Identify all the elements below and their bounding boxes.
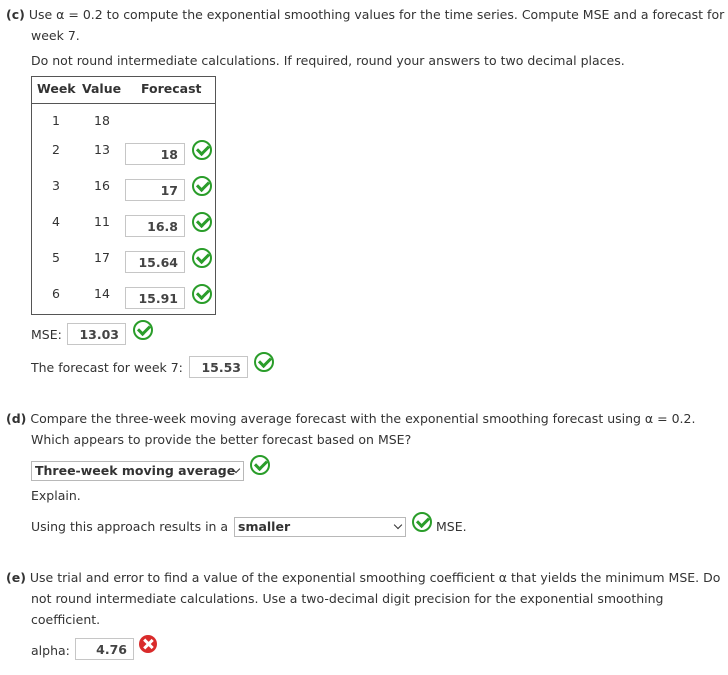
part-c-question bbox=[6, 7, 724, 22]
forecast-week7-label: The forecast for week 7: bbox=[31, 360, 183, 375]
alpha-input[interactable]: 4.76 bbox=[75, 638, 134, 660]
part-c-instruction: Do not round intermediate calculations. If required, round your answers to two decimal places. bbox=[31, 53, 625, 68]
week-cell: 1 bbox=[52, 113, 60, 128]
chevron-down-icon bbox=[394, 521, 402, 529]
value-cell: 11 bbox=[94, 214, 110, 229]
table-header-rule bbox=[31, 103, 216, 104]
forecast-input-week-5[interactable]: 15.64 bbox=[125, 251, 185, 273]
check-circle-icon bbox=[192, 284, 212, 304]
value-cell: 17 bbox=[94, 250, 110, 265]
week-cell: 2 bbox=[52, 142, 60, 157]
check-circle-icon bbox=[192, 212, 212, 232]
part-e-question bbox=[6, 570, 720, 585]
col-header-forecast: Forecast bbox=[141, 81, 202, 96]
check-circle-icon bbox=[250, 455, 270, 475]
mse-comparison-select[interactable] bbox=[234, 517, 406, 537]
part-d-question bbox=[6, 411, 695, 426]
week-cell: 3 bbox=[52, 178, 60, 193]
check-circle-icon bbox=[254, 352, 274, 372]
col-header-week: Week bbox=[37, 81, 76, 96]
mse-input[interactable]: 13.03 bbox=[67, 323, 126, 345]
forecast-input-week-3[interactable]: 17 bbox=[125, 179, 185, 201]
x-circle-icon bbox=[139, 635, 157, 653]
col-header-value: Value bbox=[82, 81, 122, 96]
check-circle-icon bbox=[133, 320, 153, 340]
better-forecast-select-value: Three-week moving average bbox=[35, 463, 236, 478]
forecast-input-week-4[interactable]: 16.8 bbox=[125, 215, 185, 237]
part-e-line3: coefficient. bbox=[31, 612, 101, 627]
forecast-input-week-2[interactable]: 18 bbox=[125, 143, 185, 165]
sentence-suffix: MSE. bbox=[436, 519, 467, 534]
part-d-label: (d) bbox=[6, 411, 27, 426]
week-cell: 4 bbox=[52, 214, 60, 229]
part-e-line2: not round intermediate calculations. Use a two-decimal digit precision for the exponential smoothing bbox=[31, 591, 664, 606]
check-circle-icon bbox=[192, 248, 212, 268]
better-forecast-select[interactable] bbox=[31, 461, 244, 481]
value-cell: 13 bbox=[94, 142, 110, 157]
part-e-label: (e) bbox=[6, 570, 26, 585]
part-e-line1: Use trial and error to find a value of the exponential smoothing coefficient α that yields the minimum MSE. Do bbox=[29, 570, 721, 585]
value-cell: 16 bbox=[94, 178, 110, 193]
forecast-week7-input[interactable]: 15.53 bbox=[189, 356, 248, 378]
sentence-prefix: Using this approach results in a bbox=[31, 519, 229, 534]
time-series-table bbox=[31, 76, 216, 315]
value-cell: 18 bbox=[94, 113, 110, 128]
week-cell: 5 bbox=[52, 250, 60, 265]
part-c-label: (c) bbox=[6, 7, 25, 22]
alpha-label: alpha: bbox=[31, 643, 70, 658]
part-d-line2: Which appears to provide the better forecast based on MSE? bbox=[31, 432, 412, 447]
part-c-line2: week 7. bbox=[31, 28, 80, 43]
part-c-line1: Use α = 0.2 to compute the exponential smoothing values for the time series. Compute MSE and a forecast for bbox=[28, 7, 725, 22]
mse-label: MSE: bbox=[31, 327, 62, 342]
value-cell: 14 bbox=[94, 286, 110, 301]
check-circle-icon bbox=[192, 176, 212, 196]
part-d-line1: Compare the three-week moving average forecast with the exponential smoothing forecast using α = 0.2. bbox=[30, 411, 696, 426]
forecast-input-week-6[interactable]: 15.91 bbox=[125, 287, 185, 309]
week-cell: 6 bbox=[52, 286, 60, 301]
explain-label: Explain. bbox=[31, 488, 81, 503]
check-circle-icon bbox=[192, 140, 212, 160]
check-circle-icon bbox=[412, 512, 432, 532]
mse-comparison-select-value: smaller bbox=[238, 519, 291, 534]
